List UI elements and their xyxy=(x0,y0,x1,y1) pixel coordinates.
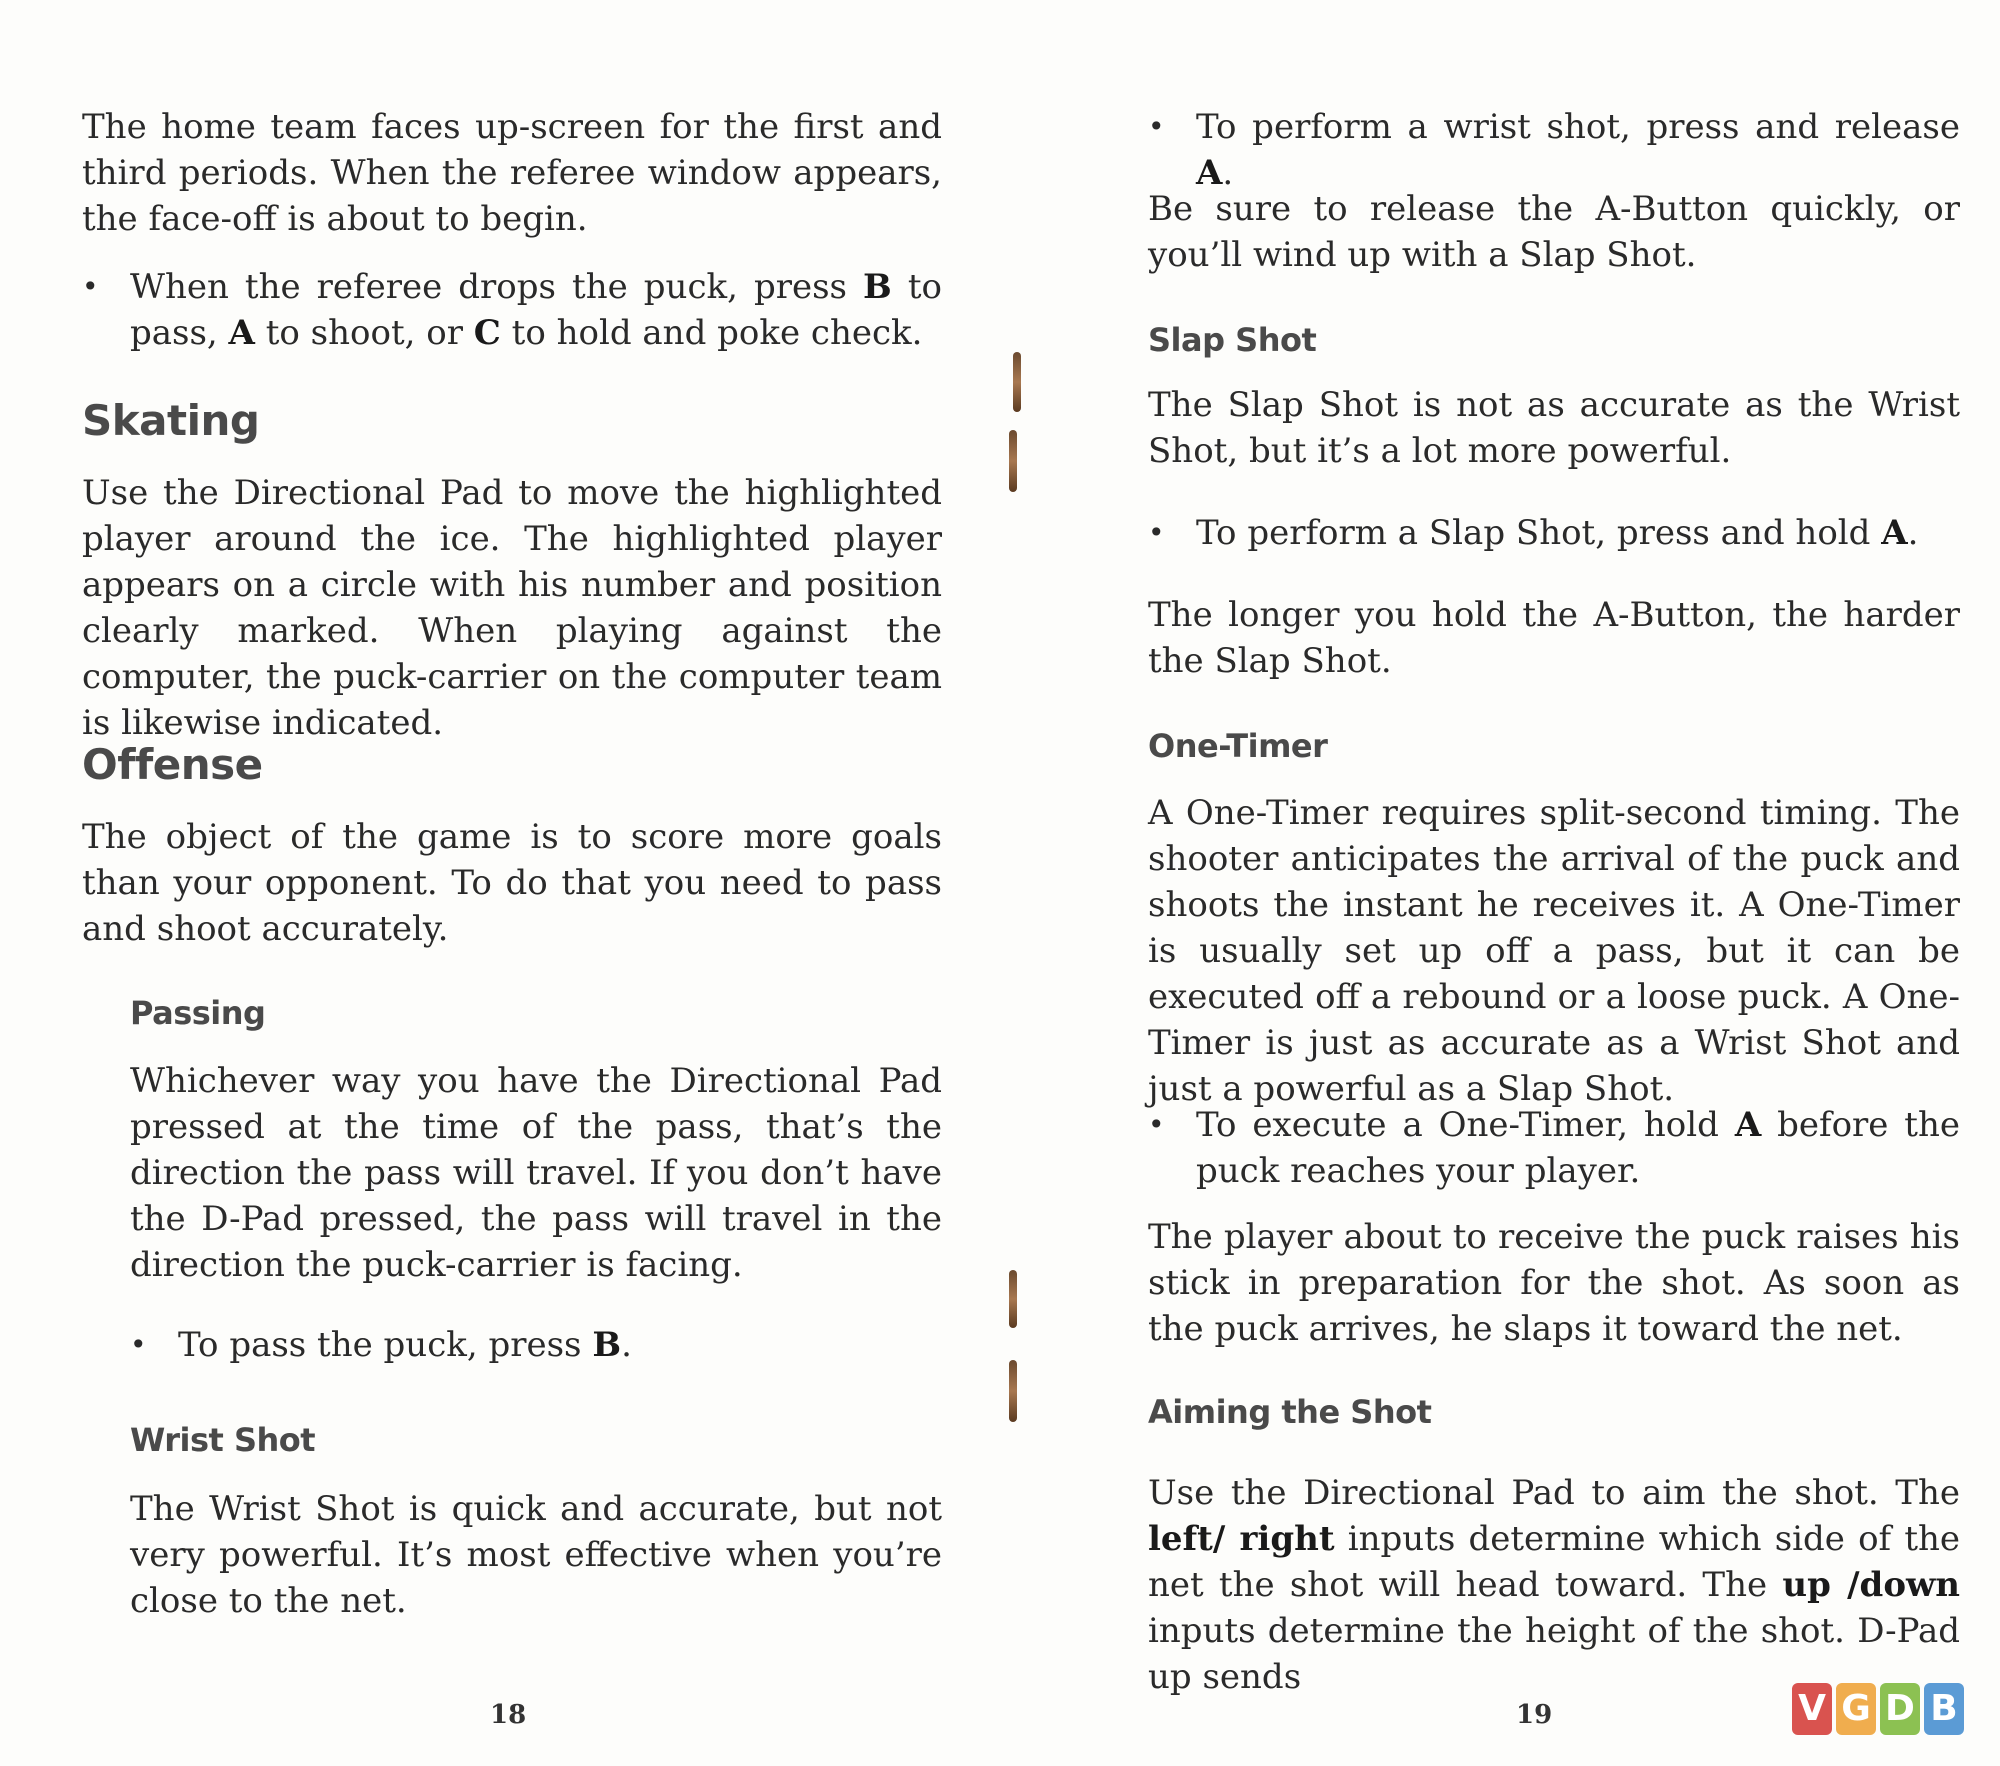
slap-shot-paragraph: The Slap Shot is not as accurate as the Wrist Shot, but it’s a lot more powerful. xyxy=(1148,385,1960,471)
bullet-dot: • xyxy=(1148,516,1165,549)
one-timer-bullet-text: To execute a One-Timer, hold A before the puck reaches your player. xyxy=(1196,1105,1960,1191)
one-timer-bullet xyxy=(1148,1102,1960,1194)
intro-paragraph: The home team faces up-screen for the first and third periods. When the referee window appears, the face-off is about to begin. xyxy=(82,107,942,239)
pass-bullet-text: To pass the puck, press B. xyxy=(178,1325,632,1365)
aiming-heading: Aiming the Shot xyxy=(1148,1393,1432,1431)
binding-mark xyxy=(1009,1360,1017,1422)
binding-mark xyxy=(1009,430,1017,492)
logo-tile-g: G xyxy=(1836,1683,1876,1735)
pass-bullet xyxy=(130,1322,942,1368)
bullet-dot: • xyxy=(130,1328,147,1361)
wrist-shot-bullet-text: To perform a wrist shot, press and release A. xyxy=(1196,107,1960,193)
slap-shot-bullet xyxy=(1148,510,1960,556)
wrist-shot-bullet xyxy=(1148,104,1960,196)
slap-shot-heading: Slap Shot xyxy=(1148,321,1317,359)
one-timer-note: The player about to receive the puck raises his stick in preparation for the shot. As soon as the puck arrives, he slaps it toward the net. xyxy=(1148,1217,1960,1349)
skating-heading: Skating xyxy=(82,396,260,445)
bullet-dot: • xyxy=(1148,110,1165,143)
logo-tile-v: V xyxy=(1792,1683,1832,1735)
logo-tile-d: D xyxy=(1880,1683,1920,1735)
aiming-paragraph: Use the Directional Pad to aim the shot. The left/ right inputs determine which side of the net the shot will head toward. The up /down inputs determine the height of the shot. D-Pad up sends xyxy=(1148,1473,1960,1697)
slap-shot-bullet-text: To perform a Slap Shot, press and hold A. xyxy=(1196,513,1919,553)
bullet-dot: • xyxy=(82,270,99,303)
passing-paragraph: Whichever way you have the Directional Pad pressed at the time of the pass, that’s the direction the pass will travel. If you don’t have the D-Pad pressed, the pass will travel in the direction the puck-carrier is facing. xyxy=(130,1061,942,1285)
skating-paragraph: Use the Directional Pad to move the highlighted player around the ice. The highlighted player appears on a circle with his number and position clearly marked. When playing against the computer, the puck-carrier on the computer team is likewise indicated. xyxy=(82,473,942,743)
faceoff-bullet-text: When the referee drops the puck, press B to pass, A to shoot, or C to hold and poke check. xyxy=(130,267,942,353)
offense-paragraph: The object of the game is to score more goals than your opponent. To do that you need to pass and shoot accurately. xyxy=(82,817,942,949)
bullet-dot: • xyxy=(1148,1108,1165,1141)
wrist-shot-heading: Wrist Shot xyxy=(130,1421,316,1459)
binding-mark xyxy=(1013,352,1021,412)
wrist-shot-note: Be sure to release the A-Button quickly, or you’ll wind up with a Slap Shot. xyxy=(1148,189,1960,275)
wrist-shot-paragraph: The Wrist Shot is quick and accurate, but not very powerful. It’s most effective when you’re close to the net. xyxy=(130,1489,942,1621)
one-timer-heading: One-Timer xyxy=(1148,727,1328,765)
passing-heading: Passing xyxy=(130,994,266,1032)
binding-mark xyxy=(1009,1270,1017,1328)
page-number-right: 19 xyxy=(1516,1700,1553,1730)
vgdb-watermark-logo xyxy=(1792,1683,1964,1735)
faceoff-bullet xyxy=(82,264,942,356)
one-timer-paragraph: A One-Timer requires split-second timing. The shooter anticipates the arrival of the puck and shoots the instant he receives it. A One-Timer is usually set up off a pass, but it can be executed off a rebound or a loose puck. A One-Timer is just as accurate as a Wrist Shot and just a powerful as a Slap Shot. xyxy=(1148,793,1960,1109)
logo-tile-b: B xyxy=(1924,1683,1964,1735)
slap-shot-note: The longer you hold the A-Button, the harder the Slap Shot. xyxy=(1148,595,1960,681)
offense-heading: Offense xyxy=(82,740,263,789)
page-number-left: 18 xyxy=(490,1700,527,1730)
